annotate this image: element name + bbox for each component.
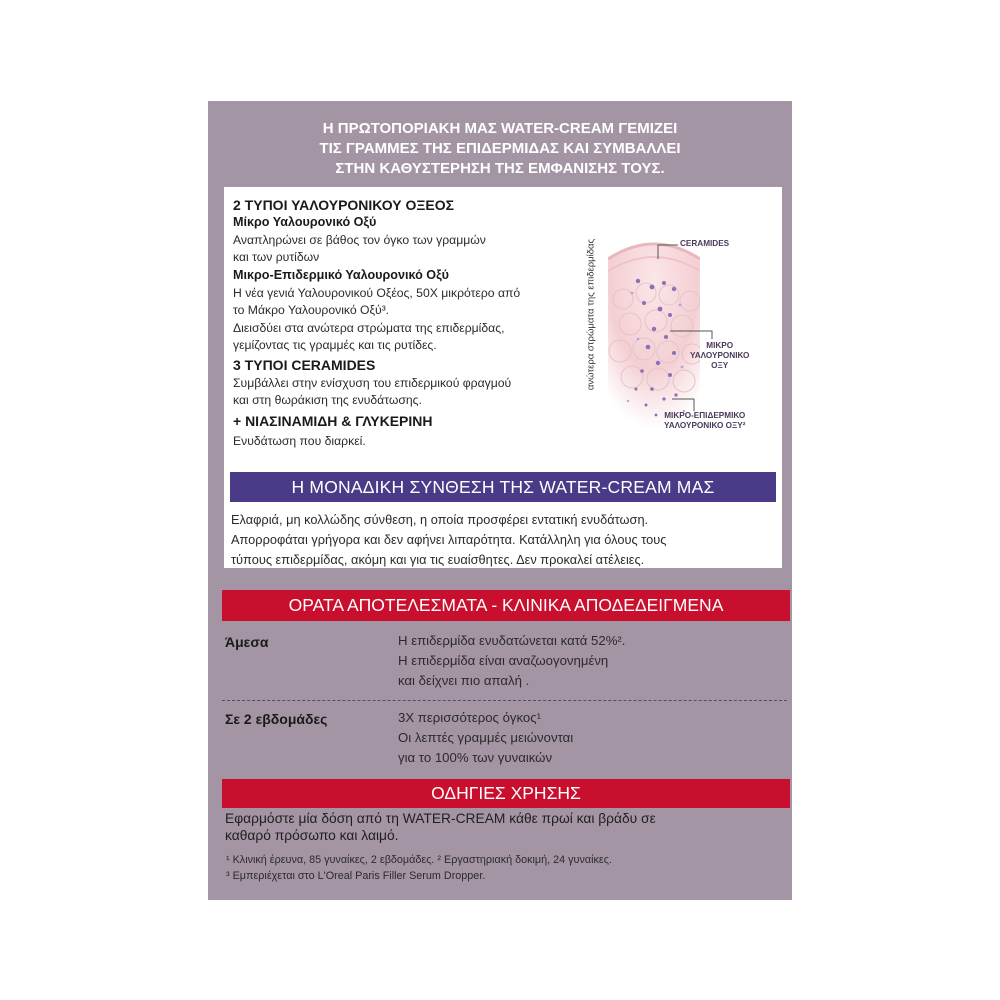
niacinamide-desc: Ενυδάτωση που διαρκεί. — [233, 434, 366, 448]
ingredients-box — [224, 187, 782, 568]
result-label-two-weeks: Σε 2 εβδομάδες — [225, 711, 328, 727]
result-two-weeks-line-2: Οι λεπτές γραμμές μειώνονται — [398, 730, 574, 745]
usage-line-1: Εφαρμόστε μία δόση από τη WATER-CREAM κάθε πρωί και βράδυ σε — [225, 811, 656, 826]
formula-line-2: Απορροφάται γρήγορα και δεν αφήνει λιπαρότητα. Κατάλληλη για όλους τους — [231, 532, 667, 547]
ceramides-desc-1: Συμβάλλει στην ενίσχυση του επιδερμικού φραγμού — [233, 376, 512, 390]
hyaluronic-title: 2 ΤΥΠΟΙ ΥΑΛΟΥΡΟΝΙΚΟΥ ΟΞΕΟΣ — [233, 197, 455, 213]
result-immediate-line-2: Η επιδερμίδα είναι αναζωογονημένη — [398, 653, 609, 668]
result-immediate-line-1: Η επιδερμίδα ενυδατώνεται κατά 52%². — [398, 633, 626, 648]
product-info-panel — [208, 101, 792, 900]
result-values-immediate — [398, 631, 625, 691]
microepi-ha-label: ΜΙΚΡΟ-ΕΠΙΔΕΡΜΙΚΟ ΥΑΛΟΥΡΟΝΙΚΟ ΟΞΥ² — [664, 411, 746, 430]
ceramides-label: CERAMIDES — [680, 239, 730, 248]
micro-ha-desc-2: και των ρυτίδων — [233, 250, 320, 264]
headline: Η ΠΡΩΤΟΠΟΡΙΑΚΗ ΜΑΣ WATER-CREAM ΓΕΜΙΖΕΙ ΤΙΣ ΓΡΑΜΜΕΣ ΤΗΣ ΕΠΙΔΕΡΜΙΔΑΣ ΚΑΙ ΣΥΜΒΑΛΛΕΙ ΣΤΗΝ ΚΑΘΥΣΤΕΡΗΣΗ ΤΗΣ ΕΜΦΑΝΙΣΗΣ ΤΟΥΣ. — [319, 120, 681, 177]
microepi-ha-desc-3: Διεισδύει στα ανώτερα στρώματα της επιδερμίδας, — [233, 321, 505, 335]
results-divider — [222, 700, 787, 701]
epidermis-vertical-label: ανώτερα στρώματα της επιδερμίδας — [585, 238, 597, 391]
usage-text — [225, 810, 785, 844]
usage-line-2: καθαρό πρόσωπο και λαιμό. — [225, 828, 399, 843]
result-immediate-line-3: και δείχνει πιο απαλή . — [398, 673, 530, 688]
micro-ha-title: Μίκρο Υαλουρονικό Οξύ — [233, 215, 377, 229]
result-two-weeks-line-3: για το 100% των γυναικών — [398, 750, 553, 765]
footnote-2: ³ Εμπεριέχεται στο L'Oreal Paris Filler Serum Dropper. — [226, 870, 486, 882]
microepi-ha-desc-1: Η νέα γενιά Υαλουρονικού Οξέος, 50Χ μικρότερο από — [233, 286, 521, 300]
result-two-weeks-line-1: 3Χ περισσότερος όγκος¹ — [398, 710, 542, 725]
niacinamide-title: + ΝΙΑΣΙΝΑΜΙΔΗ & ΓΛΥΚΕΡΙΝΗ — [233, 413, 433, 429]
microepi-ha-desc-4: γεμίζοντας τις γραμμές και τις ρυτίδες. — [233, 338, 437, 352]
skin-layers-diagram — [585, 209, 774, 439]
formula-line-3: τύπους επιδερμίδας, ακόμη και για τις ευαίσθητες. Δεν προκαλεί ατέλειες. — [231, 552, 645, 567]
formula-line-1: Ελαφριά, μη κολλώδης σύνθεση, η οποία προσφέρει εντατική ενυδάτωση. — [231, 512, 649, 527]
usage-banner: ΟΔΗΓΙΕΣ ΧΡΗΣΗΣ — [222, 779, 790, 808]
micro-ha-label: ΜΙΚΡΟ ΥΑΛΟΥΡΟΝΙΚΟ ΟΞΥ — [690, 341, 750, 370]
formula-description — [231, 510, 777, 570]
formula-banner: Η ΜΟΝΑΔΙΚΗ ΣΥΝΘΕΣΗ ΤΗΣ WATER-CREAM ΜΑΣ — [230, 472, 776, 502]
ceramides-desc-2: και στη θωράκιση της ενυδάτωσης. — [233, 393, 422, 407]
ceramides-title: 3 ΤΥΠΟΙ CERAMIDES — [233, 357, 376, 373]
results-banner: ΟΡΑΤΑ ΑΠΟΤΕΛΕΣΜΑΤΑ - ΚΛΙΝΙΚΑ ΑΠΟΔΕΔΕΙΓΜΕΝΑ — [222, 590, 790, 621]
result-label-immediate: Άμεσα — [225, 634, 269, 650]
microepi-ha-title: Μικρο-Επιδερμικό Υαλουρονικό Οξύ — [233, 268, 450, 282]
microepi-ha-desc-2: το Μάκρο Υαλουρονικό Οξύ³. — [233, 303, 390, 317]
micro-ha-desc-1: Αναπληρώνει σε βάθος τον όγκο των γραμμών — [233, 233, 486, 247]
footnote-1: ¹ Κλινική έρευνα, 85 γυναίκες, 2 εβδομάδες. ² Εργαστηριακή δοκιμή, 24 γυναίκες. — [226, 854, 612, 866]
result-values-two-weeks — [398, 708, 573, 768]
